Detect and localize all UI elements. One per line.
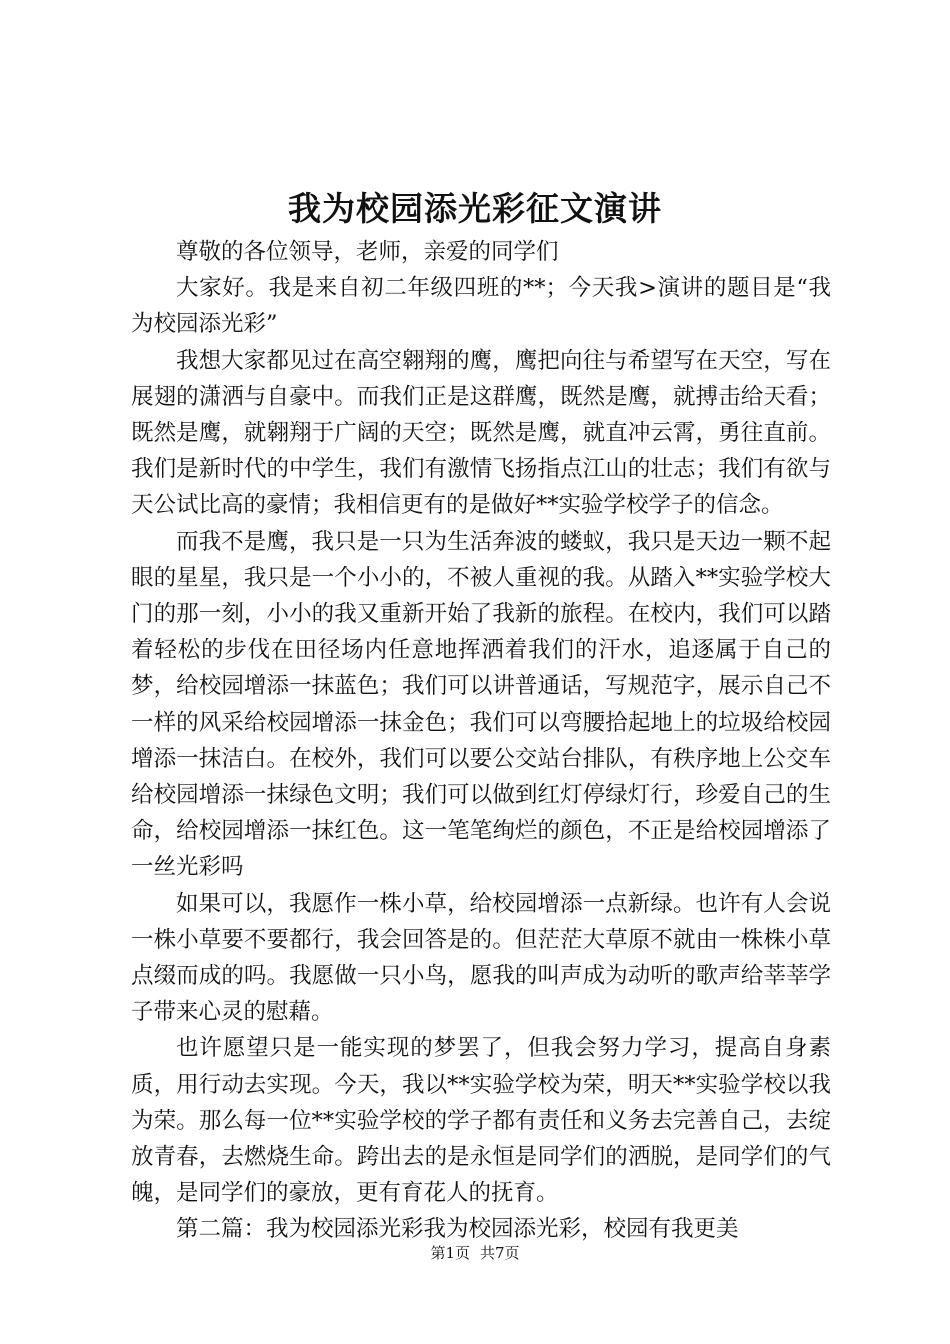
paragraph-greeting: 大家好。我是来自初二年级四班的**；今天我>演讲的题目是“我为校园添光彩” [131, 275, 831, 338]
page-number: 第1页 [430, 1244, 470, 1262]
page-title: 我为校园添光彩征文演讲 [288, 189, 662, 228]
paragraph-wish: 也许愿望只是一能实现的梦罢了，但我会努力学习，提高自身素质，用行动去实现。今天，我以**实验学校为荣，明天**实验学校以我为荣。那么每一位**实验学校的学子都有责任和义务去完善自己，去绽放青春，去燃烧生命。跨出去的是永恒是同学们的洒脱，是同学们的气魄，是同学们的豪放，更有育花人的抚育。 [131, 1035, 831, 1207]
page-total: 共7页 [480, 1244, 520, 1262]
page-footer [0, 1243, 950, 1263]
paragraph-ant: 而我不是鹰，我只是一只为生活奔波的蝼蚁，我只是天边一颗不起眼的星星，我只是一个小小的，不被人重视的我。从踏入**实验学校大门的那一刻，小小的我又重新开始了我新的旅程。在校内，我们可以踏着轻松的步伐在田径场内任意地挥洒着我们的汗水，追逐属于自己的梦，给校园增添一抹蓝色；我们可以讲普通话，写规范字，展示自己不一样的风采给校园增添一抹金色；我们可以弯腰拾起地上的垃圾给校园增添一抹洁白。在校外，我们可以要公交站台排队，有秩序地上公交车给校园增添一抹绿色文明；我们可以做到红灯停绿灯行，珍爱自己的生命，给校园增添一抹红色。这一笔笔绚烂的颜色，不正是给校园增添了一丝光彩吗 [131, 528, 831, 881]
document-body [131, 234, 831, 1248]
paragraph-salutation: 尊敬的各位领导，老师，亲爱的同学们 [176, 239, 559, 265]
paragraph-grass: 如果可以，我愿作一株小草，给校园增添一点新绿。也许有人会说一株小草要不要都行，我会回答是的。但茫茫大草原不就由一株株小草点缀而成的吗。我愿做一只小鸟，愿我的叫声成为动听的歌声给莘莘学子带来心灵的慰藉。 [131, 890, 831, 1026]
paragraph-eagle: 我想大家都见过在高空翱翔的鹰，鹰把向往与希望写在天空，写在展翅的潇洒与自豪中。而我们正是这群鹰，既然是鹰，就搏击给天看；既然是鹰，就翱翔于广阔的天空；既然是鹰，就直冲云霄，勇往直前。我们是新时代的中学生，我们有激情飞扬指点江山的壮志；我们有欲与天公试比高的豪情；我相信更有的是做好**实验学校学子的信念。 [131, 347, 831, 519]
paragraph-second-article: 第二篇：我为校园添光彩我为校园添光彩，校园有我更美 [176, 1216, 739, 1243]
